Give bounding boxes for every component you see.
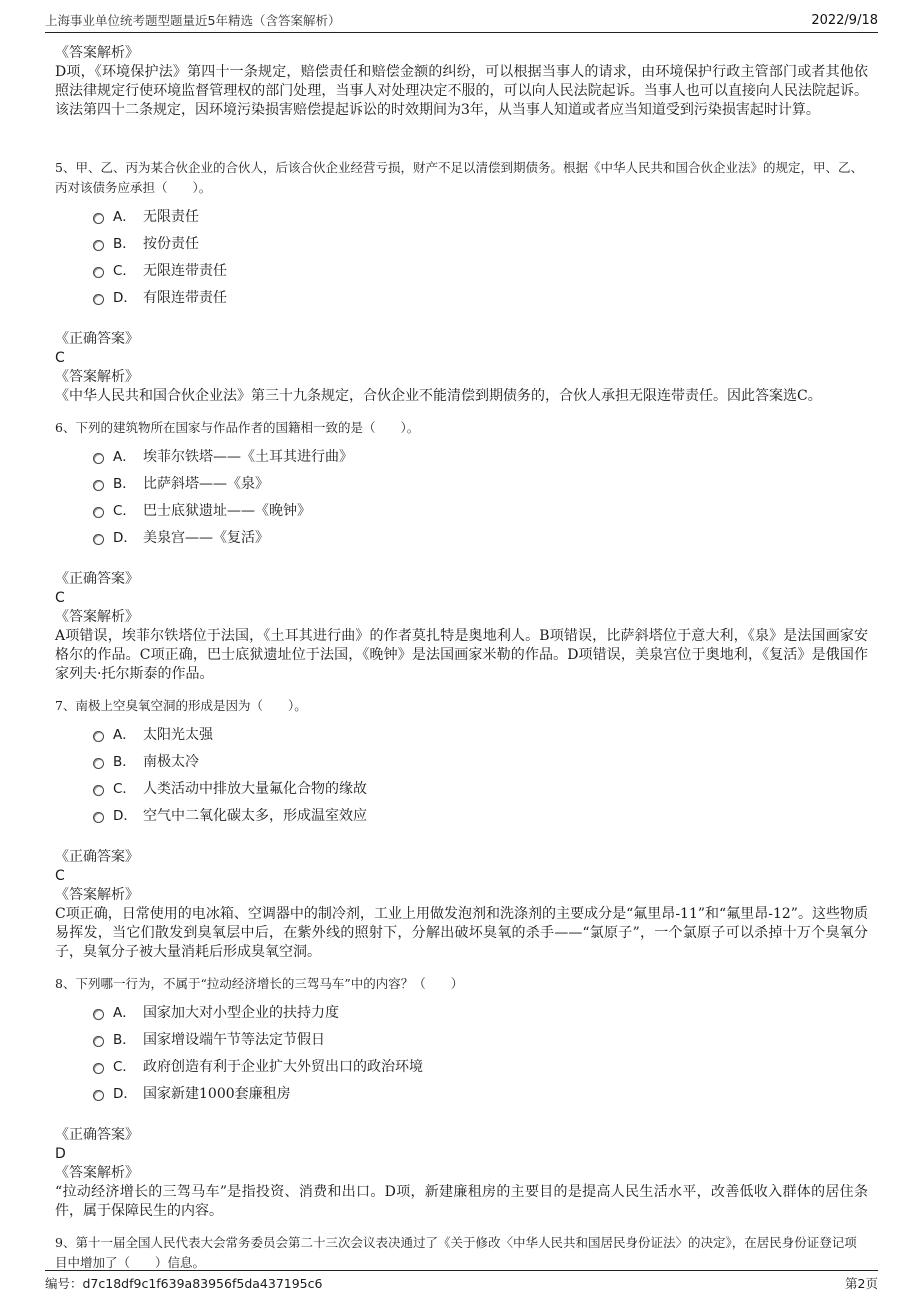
option-b[interactable]: B． 南极太冷 (93, 749, 868, 776)
document-body (55, 44, 868, 1273)
radio-icon[interactable] (93, 213, 104, 224)
option-c[interactable]: C． 巴士底狱遗址——《晚钟》 (93, 498, 868, 525)
question-stem: 5、甲、乙、丙为某合伙企业的合伙人，后该合伙企业经营亏损，财产不足以清偿到期债务。根据《中华人民共和国合伙企业法》的规定，甲、乙、丙对该债务应承担（ ）。 (55, 160, 863, 195)
radio-icon[interactable] (93, 453, 104, 464)
analysis-label: 《答案解析》 (55, 45, 139, 61)
analysis-text: D项，《环境保护法》第四十一条规定，赔偿责任和赔偿金额的纠纷，可以根据当事人的请求，由环境保护行政主管部门或者其他依照法律规定行使环境监督管理权的部门处理，当事人对处理决定不服的，可以向人民法院起诉。当事人也可以直接向人民法院起诉。该法第四十二条规定，因环境污染损害赔偿提起诉讼的时效期间为3年，从当事人知道或者应当知道受到污染损害起时计算。 (55, 64, 868, 118)
option-list (93, 1000, 868, 1108)
option-c[interactable]: C． 政府创造有利于企业扩大外贸出口的政治环境 (93, 1054, 868, 1081)
analysis-text: 《中华人民共和国合伙企业法》第三十九条规定，合伙企业不能清偿到期债务的，合伙人承担无限连带责任。因此答案选C。 (55, 388, 822, 404)
correct-answer: C (55, 350, 65, 366)
option-a[interactable]: A． 无限责任 (93, 204, 868, 231)
radio-icon[interactable] (93, 480, 104, 491)
radio-icon[interactable] (93, 240, 104, 251)
option-b[interactable]: B． 国家增设端午节等法定节假日 (93, 1027, 868, 1054)
option-c[interactable]: C． 无限连带责任 (93, 258, 868, 285)
radio-icon[interactable] (93, 812, 104, 823)
radio-icon[interactable] (93, 294, 104, 305)
option-d[interactable]: D． 国家新建1000套廉租房 (93, 1081, 868, 1108)
analysis-label: 《答案解析》 (55, 887, 139, 903)
option-a[interactable]: A． 国家加大对小型企业的扶持力度 (93, 1000, 868, 1027)
document-date: 2022/9/18 (811, 13, 878, 28)
radio-icon[interactable] (93, 507, 104, 518)
analysis-text: C项正确，日常使用的电冰箱、空调器中的制冷剂，工业上用做发泡剂和洗涤剂的主要成分是“氟里昂-11”和“氟里昂-12”。这些物质易挥发，当它们散发到臭氧层中后，在紫外线的照射下，分解出破坏臭氧的杀手——“氯原子”，一个氯原子可以杀掉十万个臭氧分子，臭氧分子被大量消耗后形成臭氧空洞。 (55, 906, 868, 960)
question-stem: 7、南极上空臭氧空洞的形成是因为（ ）。 (55, 698, 307, 713)
page-footer (45, 1270, 878, 1295)
question-stem: 6、下列的建筑物所在国家与作品作者的国籍相一致的是（ ）。 (55, 420, 420, 435)
analysis-label: 《答案解析》 (55, 609, 139, 625)
question-block (55, 158, 868, 406)
page-header (45, 12, 878, 33)
document-code: 编号：d7c18df9c1f639a83956f5da437195c6 (45, 1276, 323, 1291)
option-d[interactable]: D． 有限连带责任 (93, 285, 868, 312)
analysis-text: A项错误，埃菲尔铁塔位于法国，《土耳其进行曲》的作者莫扎特是奥地利人。B项错误，比萨斜塔位于意大利，《泉》是法国画家安格尔的作品。C项正确，巴士底狱遗址位于法国，《晚钟》是法国画家米勒的作品。D项错误，美泉宫位于奥地利，《复活》是俄国作家列夫·托尔斯泰的作品。 (55, 628, 868, 682)
correct-answer-label: 《正确答案》 (55, 849, 139, 865)
analysis-label: 《答案解析》 (55, 1165, 139, 1181)
correct-answer: C (55, 868, 65, 884)
radio-icon[interactable] (93, 1009, 104, 1020)
question-block (55, 418, 868, 684)
document-title: 上海事业单位统考题型题量近5年精选（含答案解析） (45, 13, 341, 28)
option-list (93, 722, 868, 830)
correct-answer: D (55, 1146, 66, 1162)
radio-icon[interactable] (93, 1063, 104, 1074)
analysis-label: 《答案解析》 (55, 369, 139, 385)
page-number: 第2页 (845, 1276, 878, 1291)
radio-icon[interactable] (93, 267, 104, 278)
correct-answer-label: 《正确答案》 (55, 1127, 139, 1143)
option-a[interactable]: A． 太阳光太强 (93, 722, 868, 749)
analysis-text: “拉动经济增长的三驾马车”是指投资、消费和出口。D项，新建廉租房的主要目的是提高人民生活水平，改善低收入群体的居住条件，属于保障民生的内容。 (55, 1184, 868, 1219)
radio-icon[interactable] (93, 785, 104, 796)
option-d[interactable]: D． 空气中二氧化碳太多，形成温室效应 (93, 803, 868, 830)
option-b[interactable]: B． 比萨斜塔——《泉》 (93, 471, 868, 498)
option-b[interactable]: B． 按份责任 (93, 231, 868, 258)
correct-answer: C (55, 590, 65, 606)
question-block (55, 974, 868, 1221)
radio-icon[interactable] (93, 1036, 104, 1047)
radio-icon[interactable] (93, 758, 104, 769)
question-stem: 8、下列哪一行为，不属于“拉动经济增长的三驾马车”中的内容？（ ） (55, 976, 464, 991)
option-list (93, 444, 868, 552)
question-block (55, 696, 868, 962)
radio-icon[interactable] (93, 731, 104, 742)
correct-answer-label: 《正确答案》 (55, 571, 139, 587)
option-a[interactable]: A． 埃菲尔铁塔——《土耳其进行曲》 (93, 444, 868, 471)
radio-icon[interactable] (93, 1090, 104, 1101)
question-block (55, 1233, 868, 1273)
radio-icon[interactable] (93, 534, 104, 545)
option-c[interactable]: C． 人类活动中排放大量氟化合物的缘故 (93, 776, 868, 803)
question-stem: 9、第十一届全国人民代表大会常务委员会第二十三次会议表决通过了《关于修改〈中华人民共和国居民身份证法〉的决定》，在居民身份证登记项目中增加了（ ）信息。 (55, 1235, 857, 1270)
option-list (93, 204, 868, 312)
option-d[interactable]: D． 美泉宫——《复活》 (93, 525, 868, 552)
correct-answer-label: 《正确答案》 (55, 331, 139, 347)
